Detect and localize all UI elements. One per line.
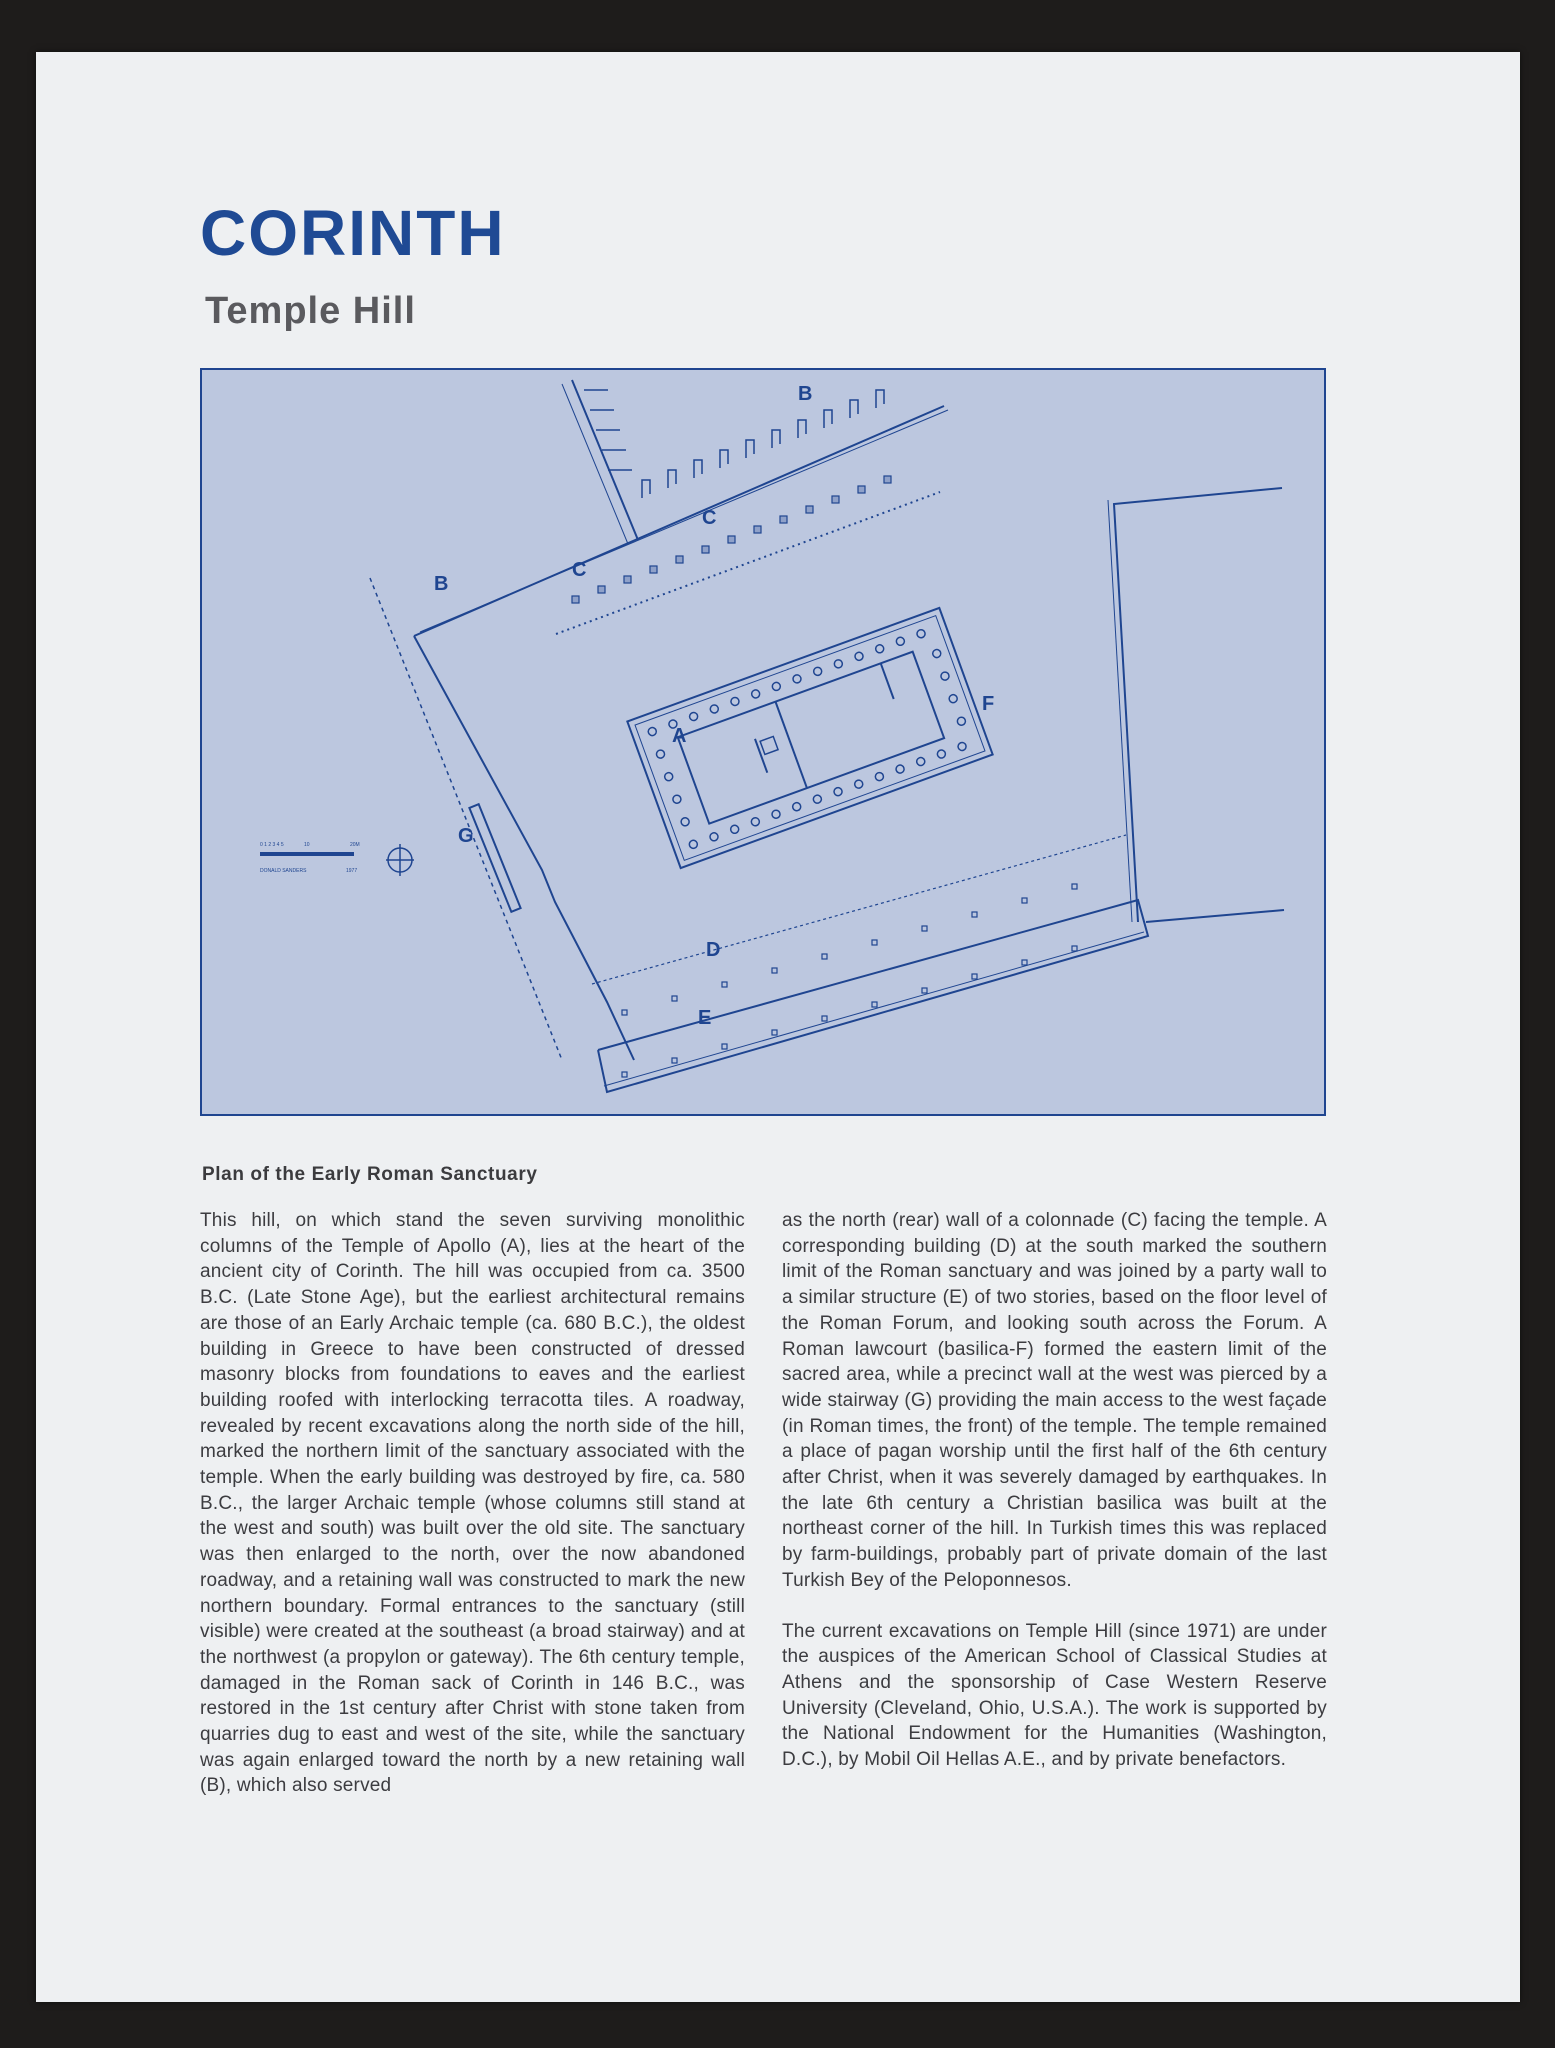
scale-twenty: 20M	[350, 842, 360, 848]
building-d-e	[598, 900, 1148, 1092]
plan-year: 1977	[346, 868, 358, 874]
body-paragraph: The current excavations on Temple Hill (since 1971) are under the auspices of the American School of Classical Studies at Athens and the sponsorship of Case Western Reserve University (Cleveland, Ohio, U.S.A.). The work is supported by the National Endowment for the Humanities (Washington, D.C.), by Mobil Oil Hellas A.E., and by private benefactors.	[782, 1620, 1327, 1771]
plan-label-c-right: C	[702, 507, 717, 529]
drafter-name: DONALD SANDERS	[260, 868, 307, 874]
page-title: CORINTH	[200, 197, 506, 269]
site-plan-drawing	[202, 370, 1324, 1114]
plan-label-g: G	[458, 825, 474, 847]
body-paragraph: This hill, on which stand the seven surviving monolithic columns of the Temple of Apollo (A), lies at the heart of the ancient city of Corinth. The hill was occupied from ca. 3500 B.C. (Late Stone Age), but the earliest architectural remains are those of an Early Archaic temple (ca. 680 B.C.), the oldest building in Greece to have been constructed of dressed masonry blocks from foundations to eaves and the earliest building roofed with interlocking terracotta tiles. A roadway, revealed by recent excavations along the north side of the hill, marked the northern limit of the sanctuary associated with the temple. When the early building was destroyed by fire, ca. 580 B.C., the larger Archaic temple (whose columns still stand at the west and south) was built over the old site. The sanctuary was then enlarged to the north, over the now abandoned roadway, and a retaining wall was constructed to mark the new northern boundary. Formal entrances to the sanctuary (still visible) were created at the southeast (a broad stairway) and at the northwest (a propylon or gateway). The 6th century temple, damaged in the Roman sack of Corinth in 146 B.C., was restored in the 1st century after Christ with stone taken from quarries dug to east and west of the site, while the sanctuary was again enlarged toward the north by a new retaining wall (B), which also served	[200, 1210, 745, 1797]
plan-label-f: F	[982, 693, 995, 715]
body-column-left	[200, 1208, 745, 1824]
body-column-right	[782, 1208, 1327, 1798]
scale-bar	[260, 842, 360, 874]
basilica-f	[1114, 488, 1282, 922]
north-arrow-icon	[386, 844, 414, 876]
plan-label-a: A	[672, 725, 687, 747]
scale-ten: 10	[304, 842, 310, 848]
plan-label-b-left: B	[434, 573, 449, 595]
plan-label-e: E	[698, 1007, 712, 1029]
body-paragraph: as the north (rear) wall of a colonnade (C) facing the temple. A corresponding building (D) at the south marked the southern limit of the Roman sanctuary and was joined by a party wall to a similar structure (E) of two stories, based on the floor level of the Roman Forum, and looking south across the Forum. A Roman lawcourt (basilica-F) formed the eastern limit of the sacred area, while a precinct wall at the west was pierced by a wide stairway (G) providing the main access to the west façade (in Roman times, the front) of the temple. The temple remained a place of pagan worship until the first half of the 6th century after Christ, when it was severely damaged by earthquakes. In the late 6th century a Christian basilica was built at the northeast corner of the hill. In Turkish times this was replaced by farm-buildings, probably part of private domain of the last Turkish Bey of the Peloponnesos.	[782, 1210, 1327, 1591]
plan-label-b-top: B	[798, 383, 813, 405]
scale-numbers: 0 1 2 3 4 5	[260, 842, 284, 848]
plan-label-d: D	[706, 939, 721, 961]
plan-caption: Plan of the Early Roman Sanctuary	[202, 1164, 538, 1185]
stairway-g	[469, 804, 520, 912]
site-plan	[200, 368, 1326, 1116]
plan-label-c-left: C	[572, 559, 587, 581]
temple-columns	[647, 626, 975, 850]
page-subtitle: Temple Hill	[205, 290, 416, 332]
